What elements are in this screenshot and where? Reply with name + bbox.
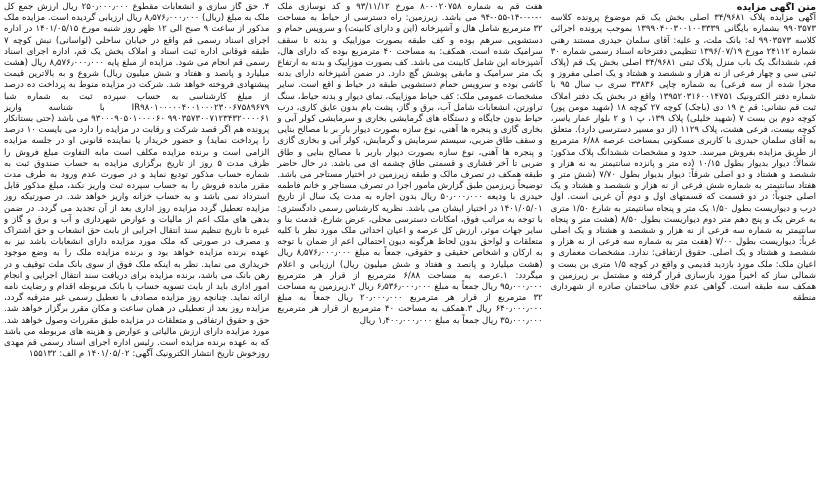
notice-body-part-3: ۴. حق گاز سازی و انشعابات مقطوع ۲۵۰٫۰۰۰٫۰۰۰ ریال ارزش جمع کل ملک به مبلغ (ریال) ۸٫۵۷۶٫۰۰۰٫۰۰۰ ریال ارزیابی گردیده است. مزایده ملک مذکور از ساعت ۹ صبح الی ۱۲ ظهر روز شنبه مورخ ۱۴۰۱/۰۵/۱۵ در اداره اجرای اسناد رسمی قم واقع در خیابان ساحلی (لواسانی) نبش کوچه ۷ طبقه فوقانی اداره ثبت اسناد و املاک بخش یک قم، اداره اجرای اسناد رسمی قم انجام می شود. مزایده از مبلغ پایه ۸٫۵۷۶٫۰۰۰٫۰۰۰ ریال (هشت میلیارد و پانصد و هفتاد و شش میلیون ریال) شروع و به بالاترین قیمت پیشنهادی فروخته خواهد شد. شرکت در مزایده منوط به پرداخت ده درصد از مبلغ کارشناسی به حساب سپرده ثبت به شماره شبا IR۹۸۰۱۰۰۰۰۰۴۰۰۱۰۰۰۲۳۰۰۶۷۵۸۹۶۷۹ با شناسه واریز ۹۹۰۳۵۷۳۰۰۷۱۲۳۴۳۲۰۰۰۰۶۱ ۹۳۰۰۰۹۰۵۰۱۰۰۰۰۶۰ می باشد (حتی بستانکار پرونده هم اگر قصد شرکت و رقابت در مزایده را دارد می بایست ۱۰ درصد را پرداخت نماید) و حضور خریدار یا نماینده قانونی او در جلسه مزایده الزامی است و برنده مزایده مکلف است مابه التفاوت مبلغ فروش را ظرف مدت ۵ روز از تاریخ برگزاری مزایده به حساب صندوق ثبت به شماره حساب مذکور تودیع نماید و در صورت عدم ورود به طرف مدت مقرر مانده فروش را به حساب سپرده ثبت واریز نکند، مبلغ مذکور قابل استرداد نمی باشد و به حساب خزانه واریز خواهد شد. در صورتیکه روز مزایده تعطیل گردد مزایده روز اداری بعد از آن تجدید می گردد. در ضمن بدهی های ملک اعم از مالیات و عوارض شهرداری و آب و برق و گاز و غیره تا تاریخ تنظیم سند انتقال اجرایی از بابت حق انشعاب و حق اشتراک و مصرف در صورتی که ملک مورد مزایده دارای انشعابات باشد نیز به عهده برنده مزایده خواهد بود و برنده مزایده ملک را به وضع موجود خریداری می نماید. نظر به اینکه ملک فوق از سوی بانک ملت توقیف و در رهن بانک می باشد، برنده مزایده برای دریافت سند انتقال اجرایی و انجام امور اداری باید از بابت تسویه حساب با بانک مربوطه اقدام و رضایت نامه ارائه نماید. چنانچه روز مزایده مصادف با تعطیل رسمی غیر مترقبه گردد، مزایده روز بعد از تعطیلی در همان ساعت و مکان مقرر برگزار خواهد شد. حق و حقوق ارتفاقی و متعلقات در مزایده طبق مقررات وصول خواهد شد. مورد مزایده دارای ارزش مالیاتی و عوارض و هزینه های مربوطه می باشد که به عهده برنده مزایده است. رئیس اداره اجرای اسناد رسمی قم مهدی روزخوش تاریخ انتشار الکترونیک آگهی: ۱۴۰۱/۰۵/۰۲ م الف: ۱۵۵۱۳۲ <box>4 2 270 360</box>
notice-column-1 <box>551 2 816 494</box>
notice-column-2 <box>277 2 542 494</box>
notice-column-3 <box>4 2 269 494</box>
notice-title: متن آگهی مزایده <box>736 2 816 13</box>
notice-body-part-2: هفت قم به شماره ۸۰۰۰۲۰۷۵۸ مورخ ۹۳/۱۱/۱۲ و کد نوسازی ملک ۰-۰-۰-۱۴-۰۵۵-۹۴ می باشد. زیرزمین: راه دسترسی از حیاط به مساحت ۳۲ مترمربع شامل هال و آشپزخانه (این و دارای کابینت) و سرویس حمام و دستشویی سرهم بوده و کف طبقه بصورت موزاییک و بدنه تا سقف سرامیک شده است. همکف: به مساحت ۴۰ مترمربع بوده که دارای هال، آشپزخانه این شامل کابینت می باشد. کف بصورت موزاییک و بدنه به ارتفاع یک متر سرامیک و مابقی پوشش گچ دارد. در ضمن آشپزخانه دارای بدنه کاشی بوده و سرویس حمام دستشویی طبقه در حیاط و اقع است. سایر مشخصات عمومی ملک: کف حیاط موزاییک، نمای دیوار و بدنه حیاط، سنگ تراورتن، انشعابات شامل آب، برق و گاز، پشت بام بدون عایق کاری، درب حیاط بدون جایگاه و دستگاه های گرمایشی بخاری و سرمایشی کولر آبی و بخاری گازی و پنجره ها آهنی، نوع سازه بصورت دیوار بار بر با مصالح بنایی و سقف طاق ضربی، سیستم سرمایش و گرمایش، کولر آبی و بخاری گازی و پنجره ها آهنی، نوع سازه بصورت دیوار باربر با مصالح بنایی و طاق ضربی تا آخر قشاری و قسمتی طاق چشمه ای می باشد. در حال حاضر طبقه همکف در تصرف مالک و طبقه زیرزمین در اختیار مستاجر می باشد. توضیحاً زیرزمین طبق گزارش مامور اجرا در تصرف مستاجر و خانم فاطمه حیدری با ودیعه ۵۰٫۰۰۰٫۰۰۰ ریال بدون اجاره به مدت یک سال از تاریخ ۱۴۰۱/۰۵/۰۱ در اختیار ایشان می باشد. نظریه کارشناس رسمی دادگستری: با توجه به مراتب فوق، امکانات دسترسی محلی، عرض شارع، قدمت بنا و سایر جهات موثر، ارزش کل عرصه و اعیان احداثی ملک مورد نظر با کلیه متعلقات و لواحق بدون لحاظ هرگونه دیون احتمالی اعم از ضمان با توجه به ارکان و اشخاص حقیقی و حقوقی، جمعاً به مبلغ ۸٫۵۷۶٫۰۰۰٫۰۰۰ ریال (هشت میلیارد و پانصد و هفتاد و شش میلیون ریال) ارزیابی و اعلام میگردد: ۱.عرصه به مساحت ۶/۸۸ مترمربع از قرار هر مترمربع ۹۵٫۰۰۰٫۰۰۰ ریال جمعاً به مبلغ ۶٫۵۳۶٫۰۰۰٫۰۰۰ ریال ۲.زیرزمین به مساحت ۳۲ مترمربع از قرار هر مترمربع ۲۰٫۰۰۰٫۰۰۰ ریال جمعاً به مبلغ ۶۴۰٫۰۰۰٫۰۰۰ ریال ۳.همکف به مساحت ۴۰ مترمربع از قرار هر مترمربع ۳۵٫۰۰۰٫۰۰۰ ریال جمعاً به مبلغ ۱٫۴۰۰٫۰۰۰٫۰۰۰ ریال <box>277 2 543 326</box>
notice-body-part-1: آگهی مزایده پلاک ۳۴/۹۶۸۱ اصلی بخش یک قم موضوع پرونده کلاسه ۹۹۰۳۵۷۳ بشماره بایگانی ۱۳۹۹۰۴۰۰۳۰۰۱۰۰۳۳۳۹ بموجب پرونده اجرائی کلاسه ۹۹۰۳۵۷۳ له: بانک ملت، و علیه: آقای سلمان حیدری مستند رهنی شماره ۲۴۱۱۲ مورخ ۱۳۹۶/۰۷/۱۹ تنظیمی دفترخانه اسناد رسمی شماره ۳۰ قم، ششدانگ یک باب منزل پلاک ثبتی ۳۴/۹۶۸۱ اصلی بخش یک قم (پلاک ثبتی سی و چهار فرعی از نه هزار و ششصد و هشتاد و یک اصلی مفروز و مجزا شده از سه فرعی) به شماره چاپی ۳۳۸۳۶ سری ب سال ۹۵ با شماره دفتر الکترونیک ۱۳۹۵۲۰۳۱۶۰۰۱۴۷۵۱ واقع در بخش یک دفتر املاک ثبت قم نشانی: قم خ ۱۹ دی (باجک) کوچه ۲۷ کوچه ۱۸ (شهید مومن پور) کوچه دوم بن بست ۷ (شهید خلیلی) پلاک ۱۳۹، پ ۱ و ۲ بلوار عمار یاسر، کوچه بیست، فرعی هشت، پلاک ۱۱۲۹ (از دو مسیر دسترسی دارد). متعلق به آقای سلمان حیدری با کاربری مسکونی بمساحت عرصه ۶/۸۸ مترمربع از طریق مزایده بفروش میرسد. حدود و مشخصات ششدانگ پلاک مذکور: شمالاً: دیوار بدیوار بطول ۱۰/۱۵ (ده متر و پانزده سانتیمتر به نه هزار و ششصد و هشتاد و دو اصلی شرقاً: دیوار بدیوار بطول ۷/۷۰ (شش متر و هفتاد سانتیمتر به شماره شش فرعی از نه هزار و ششصد و هشتاد و یک اصلی جنوباً: در دو قسمت که قسمتهای اول و دوم آن غربی است. اول درب و دیواریست بطول ۱/۵۰ یک متر و پنجاه سانتیمتر به شارع ۱/۵۰ متری به عرض یک و پنج دهم متر دوم دیواریست بطول ۸/۵۰ (هشت متر و پنجاه سانتیمتر به شماره سه فرعی از نه هزار و ششصد و هشتاد و یک اصلی غرباً: دیواریست بطول ۷/۰۰ (هفت متر به شماره سه فرعی از نه هزار و ششصد و هشتاد و یک اصلی. حقوق ارتفاقی: ندارد. مشخصات معماری و اعیان ملک: ملک مورد بازدید قدیمی و واقع در کوچه ۱/۵ متری بن بست و شمالی ساز که اخیراً مورد بازسازی قرار گرفته و مشتمل بر زیرزمین و همکف سه طبقه است. گواهی عدم خلاف ساختمان صادره از شهرداری منطقه <box>550 13 816 304</box>
